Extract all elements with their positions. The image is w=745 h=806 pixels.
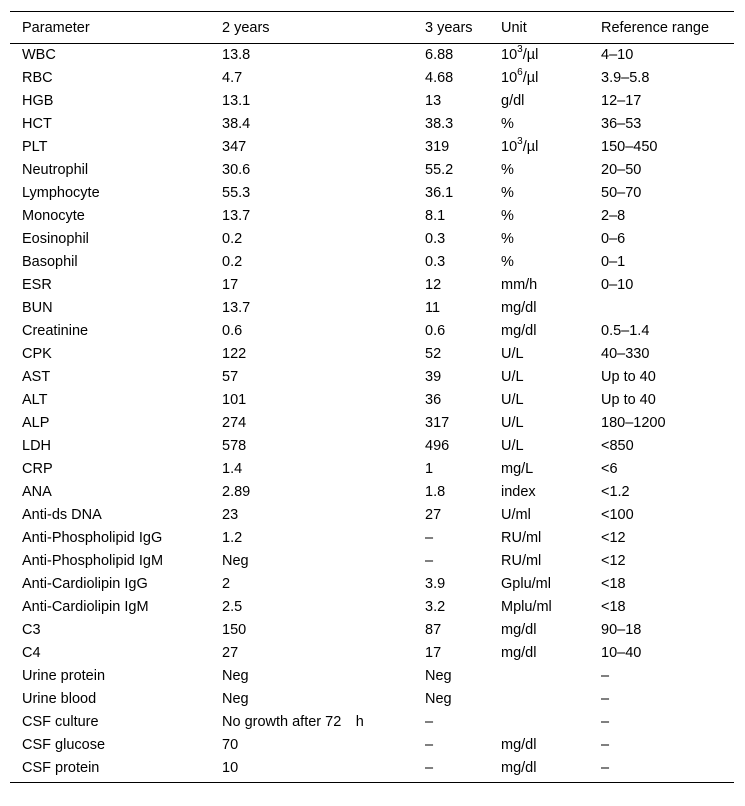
cell-2-years: 13.8	[222, 47, 251, 64]
table-row	[10, 527, 734, 550]
unit-base: U/L	[501, 369, 524, 385]
table-row	[10, 320, 734, 343]
cell-parameter: Anti-Phospholipid IgG	[22, 530, 163, 546]
cell-3-years: 27	[425, 507, 442, 523]
cell-3-years: 0.3	[425, 254, 446, 270]
cell-unit	[489, 251, 589, 274]
unit-exponent: 3	[517, 44, 523, 56]
cell-parameter: Monocyte	[22, 208, 85, 224]
cell-2-years: 0.2	[222, 231, 243, 247]
cell-unit	[489, 159, 589, 182]
cell-parameter: Anti-Phospholipid IgM	[22, 553, 164, 569]
cell-3-years: 36.1	[425, 185, 454, 201]
unit-base: mm/h	[501, 277, 538, 293]
cell-reference-range: <12	[601, 553, 626, 569]
table-row	[10, 412, 734, 435]
table-row	[10, 504, 734, 527]
cell-3-years: –	[425, 530, 434, 546]
cell-reference-range: –	[601, 668, 610, 684]
cell-unit	[489, 435, 589, 458]
cell-reference-range: –	[601, 691, 610, 707]
unit-base: Gplu/ml	[501, 576, 551, 592]
cell-parameter: ANA	[22, 484, 52, 500]
cell-3-years: 1.8	[425, 484, 446, 500]
table-row	[10, 481, 734, 504]
cell-unit	[489, 481, 589, 504]
cell-3-years: 39	[425, 369, 442, 385]
cell-unit	[489, 688, 589, 711]
cell-2-years: 55.3	[222, 185, 251, 201]
cell-2-years: 38.4	[222, 116, 251, 132]
table-row	[10, 251, 734, 274]
cell-unit	[489, 389, 589, 412]
cell-parameter: Neutrophil	[22, 162, 89, 178]
cell-parameter: C3	[22, 622, 41, 638]
cell-2-years: 0.2	[222, 254, 243, 270]
table-row	[10, 734, 734, 757]
unit-base: U/L	[501, 392, 524, 408]
table-row	[10, 573, 734, 596]
unit-base: RU/ml	[501, 530, 542, 546]
cell-unit	[489, 757, 589, 783]
cell-parameter: Urine protein	[22, 668, 106, 684]
cell-parameter: HGB	[22, 93, 54, 109]
cell-reference-range: 150–450	[601, 139, 658, 155]
cell-reference-range: 0.5–1.4	[601, 323, 650, 339]
table-row	[10, 665, 734, 688]
cell-unit	[489, 182, 589, 205]
cell-2-years: Neg	[222, 691, 249, 707]
cell-3-years: 3.2	[425, 599, 446, 615]
cell-unit	[489, 619, 589, 642]
table-row	[10, 136, 734, 159]
cell-parameter: Basophil	[22, 254, 78, 270]
cell-3-years: 319	[425, 139, 450, 155]
cell-unit	[489, 297, 589, 320]
cell-unit	[489, 734, 589, 757]
table-row	[10, 205, 734, 228]
cell-2-years: 30.6	[222, 162, 251, 178]
cell-parameter: Anti-Cardiolipin IgG	[22, 576, 148, 592]
table-row	[10, 274, 734, 297]
cell-3-years: 12	[425, 277, 442, 293]
cell-3-years: 8.1	[425, 208, 446, 224]
cell-3-years: 3.9	[425, 576, 446, 592]
cell-parameter: PLT	[22, 139, 48, 155]
cell-2-years: 13.1	[222, 93, 251, 109]
unit-base: g/dl	[501, 93, 525, 109]
cell-parameter: CSF glucose	[22, 737, 106, 753]
cell-2-years: 2	[222, 576, 231, 592]
cell-unit	[489, 205, 589, 228]
cell-reference-range: <850	[601, 438, 634, 454]
unit-base: %	[501, 185, 514, 201]
cell-unit	[489, 711, 589, 734]
cell-reference-range: 0–10	[601, 277, 634, 293]
cell-reference-range: 180–1200	[601, 415, 666, 431]
cell-2-years: 578	[222, 438, 247, 454]
cell-reference-range: 10–40	[601, 645, 642, 661]
cell-3-years: –	[425, 553, 434, 569]
cell-unit	[489, 550, 589, 573]
unit-base: mg/dl	[501, 737, 537, 753]
cell-parameter: Lymphocyte	[22, 185, 100, 201]
cell-2-years: 0.6	[222, 323, 243, 339]
cell-reference-range: 90–18	[601, 622, 642, 638]
cell-reference-range: 2–8	[601, 208, 626, 224]
cell-reference-range: –	[601, 737, 610, 753]
unit-base: %	[501, 162, 514, 178]
cell-3-years: –	[425, 714, 434, 730]
table-row	[10, 297, 734, 320]
unit-base: index	[501, 484, 536, 500]
cell-2-years: 150	[222, 622, 247, 638]
unit-base: mg/L	[501, 461, 534, 477]
cell-unit	[489, 90, 589, 113]
cell-reference-range: 20–50	[601, 162, 642, 178]
cell-unit	[489, 412, 589, 435]
cell-3-years: 0.6	[425, 323, 446, 339]
cell-unit	[489, 274, 589, 297]
cell-3-years: 11	[425, 300, 441, 316]
cell-2-years: 10	[210, 757, 413, 783]
cell-parameter: WBC	[22, 47, 56, 64]
cell-unit	[489, 320, 589, 343]
table-row	[10, 44, 734, 67]
cell-unit	[489, 343, 589, 366]
unit-base: %	[501, 208, 514, 224]
table-row	[10, 642, 734, 665]
cell-reference-range: 4–10	[601, 47, 634, 64]
table-row	[10, 596, 734, 619]
cell-3-years: 87	[425, 622, 442, 638]
cell-parameter: Anti-ds DNA	[22, 507, 102, 523]
cell-2-years: 1.2	[222, 530, 243, 546]
cell-3-years: 36	[425, 392, 442, 408]
table-row	[10, 182, 734, 205]
table-row	[10, 688, 734, 711]
cell-3-years: 55.2	[425, 162, 454, 178]
unit-base: mg/dl	[501, 645, 537, 661]
cell-3-years: 317	[425, 415, 450, 431]
lab-results-table	[10, 11, 734, 783]
unit-base: mg/dl	[501, 323, 537, 339]
unit-suffix: /µl	[522, 139, 539, 155]
cell-2-years: 57	[222, 369, 239, 385]
cell-reference-range: <100	[601, 507, 634, 523]
cell-parameter: BUN	[22, 300, 53, 316]
cell-3-years: 496	[425, 438, 450, 454]
cell-reference-range: 0–6	[601, 231, 626, 247]
cell-3-years: 17	[425, 645, 442, 661]
cell-3-years: 0.3	[425, 231, 446, 247]
table-row	[10, 366, 734, 389]
lab-results-table-container	[10, 11, 734, 783]
unit-base: 10	[501, 70, 518, 86]
unit-base: 10	[501, 139, 518, 155]
table-header	[10, 12, 734, 44]
cell-parameter: AST	[22, 369, 51, 385]
cell-parameter: HCT	[22, 116, 52, 132]
cell-reference-range: Up to 40	[601, 392, 656, 408]
table-body	[10, 44, 734, 783]
cell-parameter: Urine blood	[22, 691, 97, 707]
cell-reference-range: <18	[601, 576, 626, 592]
unit-base: U/L	[501, 438, 524, 454]
cell-2-years: 13.7	[222, 208, 251, 224]
unit-base: mg/dl	[501, 622, 537, 638]
cell-unit	[489, 596, 589, 619]
cell-2-years: 347	[222, 139, 247, 155]
cell-unit	[489, 366, 589, 389]
cell-reference-range: <6	[601, 461, 618, 477]
table-row	[10, 389, 734, 412]
unit-exponent: 6	[517, 67, 523, 79]
cell-reference-range	[589, 297, 734, 320]
cell-3-years: Neg	[425, 691, 452, 707]
table-row	[10, 711, 734, 734]
table-row	[10, 159, 734, 182]
cell-reference-range: Up to 40	[601, 369, 656, 385]
unit-base: RU/ml	[501, 553, 542, 569]
cell-reference-range: 12–17	[601, 93, 642, 109]
header-3-years: 3 years	[413, 12, 489, 44]
cell-parameter: Anti-Cardiolipin IgM	[22, 599, 149, 615]
cell-parameter: CPK	[22, 346, 52, 362]
cell-parameter: C4	[22, 645, 41, 661]
cell-unit	[489, 44, 589, 67]
cell-3-years: 13	[425, 93, 442, 109]
cell-2-years: 27	[222, 645, 239, 661]
cell-parameter: RBC	[22, 70, 53, 86]
header-2-years: 2 years	[210, 12, 413, 44]
unit-base: mg/dl	[501, 300, 537, 316]
table-row	[10, 757, 734, 783]
cell-2-years: 17	[222, 277, 239, 293]
unit-base: U/L	[501, 346, 524, 362]
table-row	[10, 228, 734, 251]
table-row	[10, 343, 734, 366]
cell-reference-range: 50–70	[601, 185, 642, 201]
cell-3-years: 38.3	[425, 116, 454, 132]
cell-parameter: Eosinophil	[22, 231, 89, 247]
table-row	[10, 619, 734, 642]
cell-parameter: CSF protein	[10, 757, 210, 783]
cell-3-years: Neg	[425, 668, 452, 684]
cell-parameter: CSF culture	[22, 714, 99, 730]
cell-reference-range: <12	[601, 530, 626, 546]
cell-3-years: –	[425, 737, 434, 753]
cell-3-years: 6.88	[425, 47, 454, 64]
cell-parameter: CRP	[22, 461, 53, 477]
cell-2-years: 1.4	[222, 461, 243, 477]
cell-reference-range: 36–53	[601, 116, 642, 132]
table-row	[10, 67, 734, 90]
table-row	[10, 550, 734, 573]
cell-2-years: 274	[222, 415, 247, 431]
unit-base: %	[501, 116, 514, 132]
cell-reference-range: 3.9–5.8	[601, 70, 650, 86]
unit-base: 10	[501, 47, 518, 64]
unit-base: Mplu/ml	[501, 599, 552, 615]
unit-suffix: /µl	[522, 70, 539, 86]
cell-unit	[489, 67, 589, 90]
unit-base: %	[501, 254, 514, 270]
table-row	[10, 458, 734, 481]
unit-exponent: 3	[517, 136, 523, 148]
cell-2-years: 4.7	[222, 70, 243, 86]
unit-suffix: /µl	[522, 47, 539, 64]
cell-2-years: Neg	[222, 553, 249, 569]
cell-2-years: 122	[222, 346, 247, 362]
cell-parameter: ALT	[22, 392, 48, 408]
cell-parameter: ESR	[22, 277, 52, 293]
cell-3-years: 4.68	[425, 70, 454, 86]
cell-reference-range: 0–1	[601, 254, 626, 270]
cell-unit	[489, 665, 589, 688]
cell-unit	[489, 527, 589, 550]
cell-reference-range: <1.2	[601, 484, 630, 500]
cell-3-years: 1	[425, 461, 434, 477]
header-row	[10, 12, 734, 44]
cell-unit	[489, 458, 589, 481]
cell-parameter: LDH	[22, 438, 52, 454]
unit-base: %	[501, 231, 514, 247]
cell-2-years: 23	[222, 507, 239, 523]
table-row	[10, 90, 734, 113]
cell-reference-range: 40–330	[601, 346, 650, 362]
cell-reference-range: –	[589, 757, 734, 783]
unit-base: U/ml	[501, 507, 531, 523]
cell-2-years: No growth after 72 h	[222, 714, 364, 730]
cell-2-years: 13.7	[222, 300, 251, 316]
unit-base: U/L	[501, 415, 524, 431]
header-reference-range: Reference range	[589, 12, 734, 44]
cell-parameter: ALP	[22, 415, 50, 431]
cell-unit	[489, 228, 589, 251]
cell-unit	[489, 642, 589, 665]
header-unit: Unit	[489, 12, 589, 44]
table-row	[10, 113, 734, 136]
unit-base: mg/dl	[501, 759, 537, 776]
cell-reference-range: –	[601, 714, 610, 730]
table-row	[10, 435, 734, 458]
cell-unit	[489, 504, 589, 527]
cell-unit	[489, 136, 589, 159]
cell-3-years: 52	[425, 346, 442, 362]
cell-2-years: 2.89	[222, 484, 251, 500]
cell-unit	[489, 113, 589, 136]
cell-reference-range: <18	[601, 599, 626, 615]
cell-3-years: –	[413, 757, 489, 783]
cell-2-years: 2.5	[222, 599, 243, 615]
cell-parameter: Creatinine	[22, 323, 89, 339]
cell-2-years: 70	[222, 737, 239, 753]
header-parameter: Parameter	[10, 12, 210, 44]
cell-2-years: Neg	[222, 668, 249, 684]
cell-unit	[489, 573, 589, 596]
cell-2-years: 101	[222, 392, 247, 408]
